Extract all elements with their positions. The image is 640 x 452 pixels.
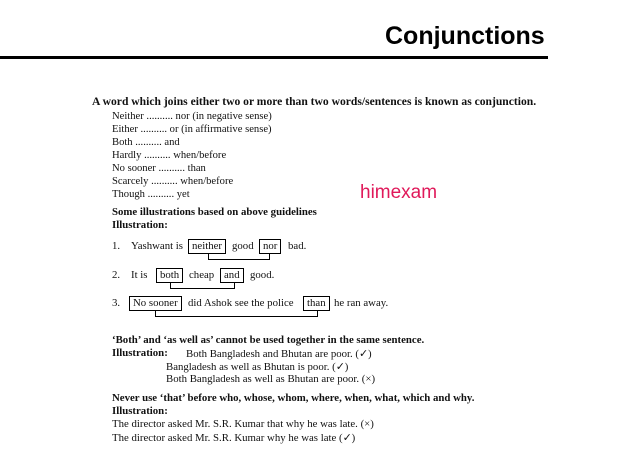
conjunction-box: than — [303, 296, 330, 311]
example-line: The director asked Mr. S.R. Kumar that why he was late. (×) — [112, 418, 374, 430]
conjunction-box: nor — [259, 239, 281, 254]
conjunction-box: and — [220, 268, 244, 283]
example-text: Yashwant is — [131, 240, 183, 252]
pair-item: Hardly .......... when/before — [112, 150, 227, 161]
conjunction-box: both — [156, 268, 183, 283]
pair-item: Scarcely .......... when/before — [112, 176, 234, 187]
rule-heading: Never use ‘that’ before who, whose, whom, where, when, what, which and why. — [112, 392, 475, 404]
pair-item: Either .......... or (in affirmative sense) — [112, 124, 272, 135]
pair-item: Both .......... and — [112, 137, 180, 148]
example-text: It is — [131, 269, 148, 281]
example-text: did Ashok see the police — [188, 297, 294, 309]
example-text: he ran away. — [334, 297, 389, 309]
example-line: Both Bangladesh as well as Bhutan are poor. (×) — [166, 373, 376, 385]
illustrations-heading: Some illustrations based on above guidelines — [112, 206, 317, 218]
connector-bracket — [208, 253, 270, 260]
connector-bracket — [170, 282, 235, 289]
example-text: cheap — [189, 269, 215, 281]
example-line: Both Bangladesh and Bhutan are poor. (✓) — [186, 348, 372, 360]
example-number: 2. — [112, 269, 121, 281]
pair-item: No sooner .......... than — [112, 163, 206, 174]
title-underline — [0, 56, 548, 59]
illustration-label: Illustration: — [112, 347, 168, 359]
example-text: good. — [250, 269, 275, 281]
conjunction-box: No sooner — [129, 296, 182, 311]
page-title: Conjunctions — [385, 22, 545, 50]
pair-item: Though .......... yet — [112, 189, 190, 200]
definition: A word which joins either two or more than two words/sentences is known as conjunction. — [92, 95, 537, 108]
illustration-label: Illustration: — [112, 219, 168, 231]
example-number: 3. — [112, 297, 121, 309]
rule-heading: ‘Both’ and ‘as well as’ cannot be used together in the same sentence. — [112, 334, 425, 346]
example-text: good — [232, 240, 254, 252]
example-line: Bangladesh as well as Bhutan is poor. (✓) — [166, 361, 349, 373]
connector-bracket — [155, 310, 318, 317]
example-text: bad. — [288, 240, 307, 252]
illustration-label: Illustration: — [112, 405, 168, 417]
example-number: 1. — [112, 240, 121, 252]
example-line: The director asked Mr. S.R. Kumar why he was late (✓) — [112, 432, 356, 444]
watermark: himexam — [360, 182, 438, 203]
conjunction-box: neither — [188, 239, 226, 254]
pair-item: Neither .......... nor (in negative sense) — [112, 111, 272, 122]
